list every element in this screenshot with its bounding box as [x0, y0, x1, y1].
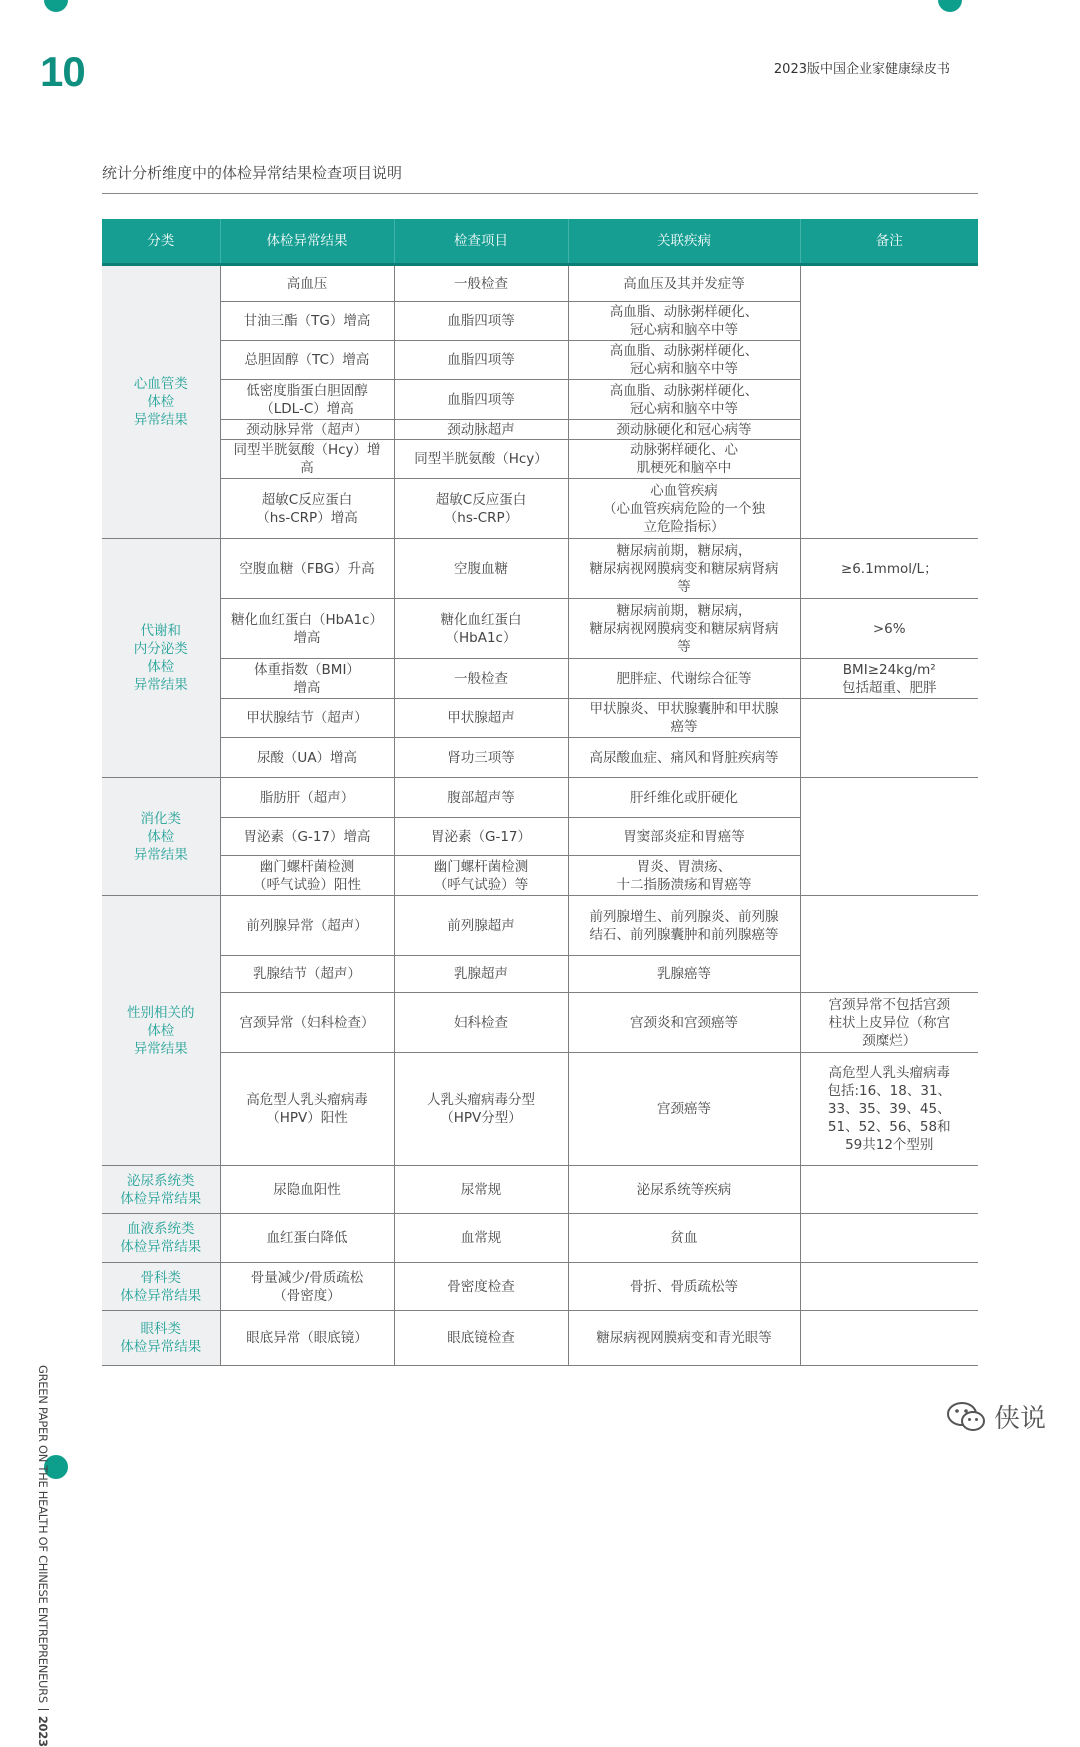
- side-separator: [38, 1709, 49, 1710]
- related-disease-cell-line: 甲状腺炎、甲状腺囊肿和甲状腺: [589, 701, 779, 717]
- related-disease-cell-line: 结石、前列腺囊肿和前列腺癌等: [589, 926, 779, 943]
- abnormal-result-cell: [220, 659, 394, 699]
- exam-item-cell: [394, 420, 568, 440]
- abnormal-result-cell: [220, 738, 394, 778]
- remarks-cell: [800, 1214, 978, 1263]
- remarks-cell: [800, 1053, 978, 1166]
- abnormal-result-cell: [220, 896, 394, 956]
- abnormal-result-cell-line: 骨量减少/骨质疏松: [250, 1269, 364, 1286]
- remarks-cell: [800, 1311, 978, 1366]
- related-disease-cell-line: 颈动脉硬化和冠心病等: [616, 421, 752, 438]
- exam-item-cell-line: （HbA1c）: [445, 629, 517, 646]
- remarks-line: 51、52、56、58和: [827, 1119, 951, 1135]
- category-cell: [102, 1263, 220, 1311]
- remarks-line: 柱状上皮异位（称宫: [828, 1014, 950, 1031]
- abnormal-result-cell: [220, 440, 394, 479]
- remarks-cell: [800, 539, 978, 599]
- exam-item-cell: [394, 1214, 568, 1263]
- category-cell: [102, 1311, 220, 1366]
- related-disease-cell-line: 冠心病和脑卒中等: [630, 400, 738, 417]
- category-line: 异常结果: [133, 412, 188, 428]
- category-line: 体检: [147, 828, 175, 845]
- exam-item-cell-line: 腹部超声等: [447, 789, 515, 806]
- related-disease-cell: [568, 380, 800, 420]
- table-row: [102, 1214, 978, 1263]
- related-disease-cell-line: 糖尿病视网膜病变和青光眼等: [596, 1330, 772, 1346]
- related-disease-cell: [568, 302, 800, 341]
- related-disease-cell: [568, 599, 800, 659]
- book-title: 2023版中国企业家健康绿皮书: [773, 62, 950, 77]
- abnormal-result-cell: [220, 420, 394, 440]
- exam-item-cell: [394, 539, 568, 599]
- remarks-cell: [800, 896, 978, 993]
- related-disease-cell: [568, 479, 800, 539]
- remarks-cell: [800, 599, 978, 659]
- exam-item-cell-line: 甲状腺超声: [447, 710, 515, 726]
- related-disease-cell-line: （心血管疾病危险的一个独: [603, 500, 765, 517]
- related-disease-cell-line: 冠心病和脑卒中等: [630, 322, 738, 338]
- exam-item-cell-line: 妇科检查: [454, 1014, 508, 1031]
- related-disease-cell-line: 动脉粥样硬化、心: [630, 442, 738, 458]
- related-disease-cell-line: 冠心病和脑卒中等: [630, 361, 738, 377]
- exam-item-cell-line: 骨密度检查: [447, 1278, 515, 1295]
- remarks-line: 高危型人乳头瘤病毒: [828, 1065, 950, 1081]
- exam-item-cell-line: 一般检查: [454, 275, 508, 292]
- watermark: [946, 1398, 1046, 1435]
- table-row: [102, 1263, 978, 1311]
- abnormal-result-cell-line: 低密度脂蛋白胆固醇: [246, 382, 368, 399]
- table-group: [102, 1311, 978, 1366]
- category-line: 体检异常结果: [120, 1239, 202, 1255]
- exam-item-cell: [394, 896, 568, 956]
- exam-item-cell-line: 尿常规: [460, 1181, 502, 1198]
- top-left-dot-decoration: [44, 0, 68, 12]
- side-vertical-text: [36, 1365, 50, 1747]
- abnormal-result-cell: [220, 380, 394, 420]
- related-disease-cell: [568, 420, 800, 440]
- abnormal-result-cell-line: 高危型人乳头瘤病毒: [246, 1092, 368, 1108]
- abnormal-result-cell-line: （LDL-C）增高: [260, 400, 354, 417]
- remarks-line: 59共12个型别: [845, 1137, 934, 1153]
- exam-item-cell: [394, 265, 568, 302]
- category-line: 体检: [147, 659, 175, 675]
- category-line: 消化类: [140, 810, 181, 827]
- related-disease-cell: [568, 1263, 800, 1311]
- related-disease-cell: [568, 818, 800, 856]
- abnormal-result-cell-line: 高: [300, 460, 314, 476]
- header-abnormal-result: 体检异常结果: [220, 219, 394, 265]
- remarks-cell: [800, 659, 978, 699]
- exam-item-cell-line: 超敏C反应蛋白: [435, 491, 527, 508]
- exam-item-cell-line: 前列腺超声: [447, 917, 515, 934]
- abnormal-result-cell: [220, 265, 394, 302]
- watermark-text: 侠说: [994, 1404, 1047, 1434]
- table-row: [102, 1166, 978, 1214]
- abnormal-result-cell-line: 增高: [293, 679, 321, 696]
- abnormal-result-cell: [220, 956, 394, 993]
- abnormal-result-cell-line: 增高: [293, 629, 321, 646]
- exam-item-cell: [394, 778, 568, 818]
- abnormal-result-cell: [220, 993, 394, 1053]
- category-line: 体检: [147, 1022, 175, 1039]
- category-line: 体检异常结果: [120, 1287, 202, 1304]
- exam-item-cell: [394, 440, 568, 479]
- category-cell: [102, 539, 220, 778]
- related-disease-cell-line: 肥胖症、代谢综合征等: [616, 670, 752, 687]
- related-disease-cell-line: 肝纤维化或肝硬化: [630, 789, 738, 806]
- abnormal-result-cell: [220, 1053, 394, 1166]
- related-disease-cell-line: 立危险指标）: [643, 518, 725, 535]
- related-disease-cell-line: 泌尿系统等疾病: [636, 1181, 732, 1198]
- category-line: 血液系统类: [127, 1221, 195, 1237]
- category-line: 性别相关的: [127, 1004, 195, 1021]
- category-line: 异常结果: [133, 846, 188, 863]
- table-group: [102, 778, 978, 896]
- abnormal-result-cell-line: 脂肪肝（超声）: [259, 789, 355, 806]
- related-disease-cell-line: 骨折、骨质疏松等: [630, 1278, 738, 1295]
- table-group: [102, 1166, 978, 1214]
- abnormal-result-cell-line: 宫颈异常（妇科检查）: [239, 1014, 375, 1031]
- abnormal-result-cell-line: 空腹血糖（FBG）升高: [239, 560, 375, 577]
- exam-item-cell: [394, 1311, 568, 1366]
- category-line: 心血管类: [133, 376, 188, 392]
- remarks-line: 宫颈异常不包括宫颈: [828, 996, 950, 1013]
- abnormal-result-cell: [220, 1214, 394, 1263]
- related-disease-cell-line: 十二指肠溃疡和胃癌等: [616, 876, 752, 893]
- abnormal-result-cell: [220, 302, 394, 341]
- related-disease-cell-line: 宫颈癌等: [657, 1101, 711, 1117]
- exam-item-cell-line: （呼气试验）等: [433, 876, 529, 893]
- page-number: 10: [40, 48, 85, 95]
- category-line: 体检异常结果: [120, 1190, 202, 1207]
- remarks-cell: [800, 265, 978, 539]
- section-title: 统计分析维度中的体检异常结果检查项目说明: [102, 164, 403, 182]
- remarks-line: BMI≥24kg/m²: [842, 661, 936, 678]
- abnormal-result-cell-line: 体重指数（BMI）: [254, 661, 360, 678]
- remarks-line: ≥6.1mmol/L；: [840, 560, 938, 577]
- abnormal-result-cell: [220, 341, 394, 380]
- table-row: [102, 265, 978, 302]
- related-disease-cell-line: 贫血: [670, 1230, 698, 1246]
- header-remarks: 备注: [800, 219, 978, 265]
- exam-item-cell-line: 一般检查: [454, 670, 508, 687]
- remarks-cell: [800, 993, 978, 1053]
- abnormal-result-cell: [220, 1263, 394, 1311]
- remarks-line: 包括:16、18、31、: [827, 1083, 952, 1099]
- abnormal-result-cell-line: 前列腺异常（超声）: [246, 917, 368, 934]
- category-cell: [102, 778, 220, 896]
- abnormal-result-cell-line: 同型半胱氨酸（Hcy）增: [233, 442, 381, 458]
- related-disease-cell: [568, 265, 800, 302]
- exam-item-cell-line: 糖化血红蛋白: [440, 611, 522, 628]
- related-disease-cell-line: 高血压及其并发症等: [623, 275, 745, 292]
- side-year: 2023: [36, 1715, 50, 1747]
- related-disease-cell-line: 糖尿病视网膜病变和糖尿病肾病: [589, 560, 779, 577]
- abnormal-result-cell-line: 颈动脉异常（超声）: [246, 421, 368, 438]
- related-disease-cell: [568, 659, 800, 699]
- exam-item-cell-line: （HPV分型）: [440, 1110, 522, 1126]
- category-line: 骨科类: [140, 1269, 181, 1286]
- related-disease-cell: [568, 1166, 800, 1214]
- abnormal-result-cell-line: 超敏C反应蛋白: [261, 491, 353, 508]
- exam-item-cell-line: 血常规: [460, 1230, 502, 1246]
- related-disease-cell: [568, 738, 800, 778]
- abnormal-result-cell: [220, 1311, 394, 1366]
- related-disease-cell-line: 高血脂、动脉粥样硬化、: [609, 343, 759, 359]
- related-disease-cell: [568, 699, 800, 738]
- related-disease-cell: [568, 778, 800, 818]
- abnormal-result-cell: [220, 856, 394, 896]
- exam-item-cell-line: 同型半胱氨酸（Hcy）: [414, 451, 548, 467]
- abnormal-result-cell-line: 乳腺结节（超声）: [253, 966, 361, 982]
- remarks-line: 颈糜烂）: [862, 1032, 917, 1049]
- related-disease-cell-line: 高血脂、动脉粥样硬化、: [609, 304, 759, 320]
- category-cell: [102, 1214, 220, 1263]
- remarks-line: 33、35、39、45、: [827, 1101, 951, 1117]
- exam-item-cell-line: 血脂四项等: [447, 391, 515, 408]
- related-disease-cell-line: 等: [677, 638, 691, 655]
- table-row: [102, 1311, 978, 1366]
- table-group: [102, 1263, 978, 1311]
- exam-item-cell: [394, 659, 568, 699]
- related-disease-cell-line: 胃窦部炎症和胃癌等: [623, 828, 745, 845]
- exam-item-cell: [394, 479, 568, 539]
- category-line: 眼科类: [140, 1321, 181, 1337]
- abnormal-result-cell: [220, 699, 394, 738]
- table-row: [102, 659, 978, 699]
- table-group: [102, 1214, 978, 1263]
- related-disease-cell: [568, 896, 800, 956]
- abnormal-result-cell-line: （HPV）阳性: [266, 1110, 348, 1126]
- category-line: 异常结果: [133, 677, 188, 693]
- exam-item-cell-line: 血脂四项等: [447, 352, 515, 368]
- abnormal-result-cell-line: 幽门螺杆菌检测: [259, 858, 355, 875]
- abnormal-result-cell-line: 尿酸（UA）增高: [256, 749, 358, 766]
- abnormal-result-cell-line: 胃泌素（G-17）增高: [243, 828, 371, 845]
- related-disease-cell: [568, 993, 800, 1053]
- category-line: 内分泌类: [133, 641, 188, 657]
- category-cell: [102, 265, 220, 539]
- table-group: [102, 265, 978, 539]
- related-disease-cell-line: 高血脂、动脉粥样硬化、: [609, 382, 759, 399]
- table-row: [102, 699, 978, 738]
- table-row: [102, 599, 978, 659]
- related-disease-cell-line: 肌梗死和脑卒中: [636, 460, 732, 476]
- exam-item-cell-line: 乳腺超声: [454, 966, 508, 982]
- header-category: 分类: [102, 219, 220, 265]
- category-line: 泌尿系统类: [127, 1172, 195, 1189]
- exam-item-cell: [394, 380, 568, 420]
- exam-item-cell: [394, 1263, 568, 1311]
- related-disease-cell-line: 糖尿病视网膜病变和糖尿病肾病: [589, 620, 779, 637]
- abnormal-result-cell-line: （hs-CRP）增高: [256, 509, 358, 526]
- abnormal-result-cell-line: 眼底异常（眼底镜）: [246, 1330, 368, 1346]
- exam-item-cell: [394, 956, 568, 993]
- abnormal-result-cell: [220, 778, 394, 818]
- table-group: [102, 539, 978, 778]
- exam-item-cell-line: （hs-CRP）: [443, 509, 519, 526]
- abnormal-result-cell: [220, 599, 394, 659]
- related-disease-cell: [568, 1053, 800, 1166]
- table-header-row: [102, 219, 978, 265]
- exam-item-cell-line: 幽门螺杆菌检测: [433, 858, 529, 875]
- table-row: [102, 1053, 978, 1166]
- related-disease-cell-line: 乳腺癌等: [657, 966, 711, 982]
- exam-item-cell: [394, 699, 568, 738]
- remarks-cell: [800, 1263, 978, 1311]
- abnormal-result-cell-line: 血红蛋白降低: [266, 1230, 348, 1246]
- exam-item-cell-line: 胃泌素（G-17）: [430, 828, 531, 845]
- exam-item-cell: [394, 738, 568, 778]
- table-group: [102, 896, 978, 1166]
- header-related-disease: 关联疾病: [568, 219, 800, 265]
- category-line: 体检: [147, 394, 175, 410]
- abnormal-result-cell-line: 总胆固醇（TC）增高: [244, 352, 370, 368]
- exam-item-cell-line: 人乳头瘤病毒分型: [427, 1092, 535, 1108]
- related-disease-cell-line: 癌等: [670, 719, 698, 735]
- abnormal-result-cell: [220, 539, 394, 599]
- category-cell: [102, 1166, 220, 1214]
- related-disease-cell-line: 糖尿病前期，糖尿病，: [616, 542, 752, 559]
- category-cell: [102, 896, 220, 1166]
- abnormal-result-cell: [220, 1166, 394, 1214]
- related-disease-cell-line: 高尿酸血症、痛风和肾脏疾病等: [589, 749, 779, 766]
- remarks-line: 包括超重、肥胖: [842, 679, 937, 696]
- exam-item-cell: [394, 1053, 568, 1166]
- exam-item-cell-line: 颈动脉超声: [447, 421, 515, 438]
- exam-item-cell-line: 眼底镜检查: [447, 1330, 515, 1346]
- related-disease-cell: [568, 856, 800, 896]
- remarks-line: >6%: [872, 620, 906, 637]
- related-disease-cell: [568, 956, 800, 993]
- remarks-cell: [800, 778, 978, 896]
- exam-item-cell: [394, 818, 568, 856]
- table-row: [102, 896, 978, 956]
- table-row: [102, 778, 978, 818]
- abnormal-result-cell: [220, 818, 394, 856]
- abnormal-result-cell-line: 高血压: [286, 275, 328, 292]
- related-disease-cell-line: 宫颈炎和宫颈癌等: [630, 1014, 738, 1031]
- exam-item-cell: [394, 1166, 568, 1214]
- exam-item-cell-line: 空腹血糖: [454, 560, 508, 577]
- abnormal-result-cell-line: 糖化血红蛋白（HbA1c）: [231, 611, 383, 628]
- related-disease-cell: [568, 341, 800, 380]
- related-disease-cell: [568, 1311, 800, 1366]
- header-exam-item: 检查项目: [394, 219, 568, 265]
- abnormal-result-cell-line: 甘油三酯（TG）增高: [243, 313, 371, 329]
- exam-item-cell-line: 血脂四项等: [447, 313, 515, 329]
- abnormal-result-cell: [220, 479, 394, 539]
- category-line: 异常结果: [133, 1040, 188, 1057]
- related-disease-cell-line: 糖尿病前期，糖尿病，: [616, 602, 752, 619]
- wechat-icon: [946, 1400, 988, 1434]
- abnormal-result-cell-line: （呼气试验）阳性: [253, 876, 361, 893]
- exam-item-cell-line: 肾功三项等: [447, 749, 515, 766]
- table-row: [102, 993, 978, 1053]
- abnormal-result-cell-line: 尿隐血阳性: [273, 1181, 341, 1198]
- section-divider: [102, 193, 978, 194]
- related-disease-cell-line: 心血管疾病: [650, 482, 718, 499]
- table-row: [102, 539, 978, 599]
- category-line: 代谢和: [140, 623, 181, 639]
- exam-item-cell: [394, 341, 568, 380]
- related-disease-cell: [568, 440, 800, 479]
- exam-items-table: [102, 219, 978, 1366]
- abnormal-result-cell-line: 甲状腺结节（超声）: [246, 710, 368, 726]
- exam-item-cell: [394, 856, 568, 896]
- related-disease-cell: [568, 539, 800, 599]
- remarks-cell: [800, 1166, 978, 1214]
- side-label: GREEN PAPER ON THE HEALTH OF CHINESE ENTREPRENEURS: [36, 1365, 50, 1703]
- top-right-dot-decoration: [938, 0, 962, 12]
- exam-item-cell: [394, 993, 568, 1053]
- exam-item-cell: [394, 599, 568, 659]
- related-disease-cell-line: 胃炎、胃溃疡、: [636, 858, 732, 875]
- related-disease-cell-line: 等: [677, 578, 691, 595]
- category-line: 体检异常结果: [120, 1339, 202, 1355]
- related-disease-cell-line: 前列腺增生、前列腺炎、前列腺: [589, 908, 779, 925]
- abnormal-result-cell-line: （骨密度）: [273, 1287, 341, 1304]
- exam-item-cell: [394, 302, 568, 341]
- related-disease-cell: [568, 1214, 800, 1263]
- remarks-cell: [800, 699, 978, 778]
